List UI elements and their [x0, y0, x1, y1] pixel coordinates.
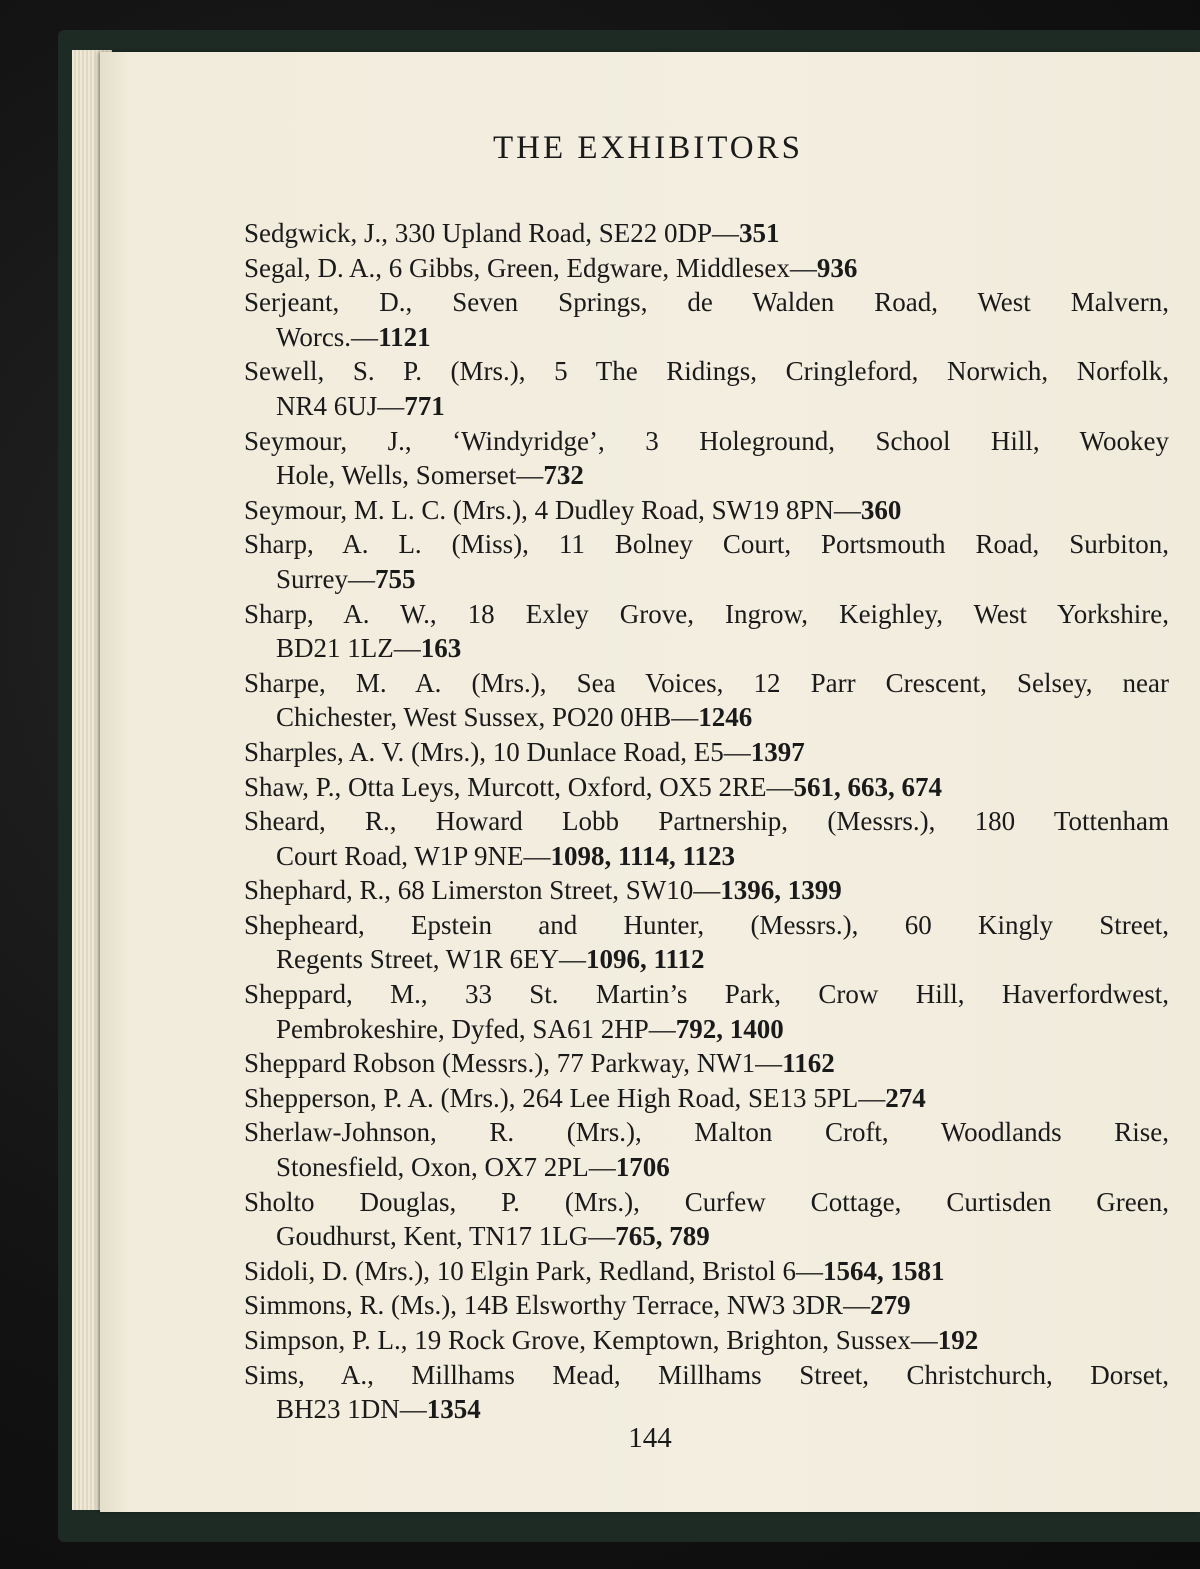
exhibit-numbers: 1396, 1399	[720, 875, 842, 906]
entry-continuation-line	[244, 389, 1169, 424]
entry-continuation-line	[244, 320, 1169, 355]
entry-text: Sheard, R., Howard Lobb Partnership, (Messrs.), 180 Tottenham	[244, 806, 1169, 837]
exhibit-numbers: 1096, 1112	[585, 944, 705, 975]
exhibitor-entry	[244, 977, 1169, 1046]
entry-text: Segal, D. A., 6 Gibbs, Green, Edgware, Middlesex—	[244, 252, 817, 283]
entry-first-line	[244, 1185, 1169, 1220]
exhibit-numbers: 792, 1400	[675, 1013, 784, 1044]
exhibitor-entry	[244, 1323, 1169, 1358]
entry-first-line	[244, 666, 1169, 701]
exhibitor-entry	[244, 1358, 1169, 1427]
entry-first-line	[244, 1288, 1169, 1323]
exhibit-numbers: 274	[885, 1082, 926, 1113]
entry-continuation-line	[244, 458, 1169, 493]
entry-first-line	[244, 354, 1169, 389]
page-number-text: 144	[628, 1422, 672, 1454]
exhibit-numbers: 1564, 1581	[822, 1255, 945, 1286]
entry-text: Seymour, J., ‘Windyridge’, 3 Holeground, School Hill, Wookey	[244, 425, 1169, 456]
exhibitor-entry	[244, 354, 1169, 423]
entry-first-line	[244, 1323, 1169, 1358]
exhibit-numbers: 732	[543, 460, 584, 491]
entry-text: Serjeant, D., Seven Springs, de Walden Road, West Malvern,	[244, 287, 1169, 318]
entry-first-line	[244, 1115, 1169, 1150]
exhibitor-entry	[244, 666, 1169, 735]
entry-first-line	[244, 493, 1169, 528]
exhibit-numbers: 1098, 1114, 1123	[550, 840, 736, 871]
exhibit-numbers: 1397	[750, 736, 805, 767]
entry-text: BH23 1DN—	[276, 1394, 427, 1425]
entry-first-line	[244, 1358, 1169, 1393]
exhibit-numbers: 1162	[782, 1048, 835, 1079]
exhibitor-entry	[244, 908, 1169, 977]
exhibit-numbers: 351	[739, 218, 780, 248]
entry-continuation-line	[244, 1150, 1169, 1185]
entry-continuation-line	[244, 700, 1169, 735]
entry-first-line	[244, 770, 1169, 805]
exhibit-numbers: 755	[374, 563, 416, 594]
entry-text: Sharp, A. W., 18 Exley Grove, Ingrow, Keighley, West Yorkshire,	[244, 598, 1169, 629]
entry-continuation-line	[244, 942, 1169, 977]
entry-text: Sheppard, M., 33 St. Martin’s Park, Crow Hill, Haverfordwest,	[244, 979, 1169, 1010]
entry-first-line	[244, 285, 1169, 320]
exhibitor-entry	[244, 1185, 1169, 1254]
entry-first-line	[244, 1081, 1169, 1116]
entry-text: Shepheard, Epstein and Hunter, (Messrs.), 60 Kingly Street,	[244, 909, 1169, 940]
entry-text: Chichester, West Sussex, PO20 0HB—	[276, 702, 699, 733]
exhibitor-entry	[244, 1046, 1169, 1081]
entry-continuation-line	[244, 1012, 1169, 1047]
exhibitor-entry	[244, 597, 1169, 666]
entry-text: Sholto Douglas, P. (Mrs.), Curfew Cottage, Curtisden Green,	[244, 1186, 1169, 1217]
entry-text: Sharp, A. L. (Miss), 11 Bolney Court, Portsmouth Road, Surbiton,	[244, 529, 1169, 560]
exhibitor-entry	[244, 1081, 1169, 1116]
entry-text: Simpson, P. L., 19 Rock Grove, Kemptown, Brighton, Sussex—	[244, 1325, 938, 1355]
entry-continuation-line	[244, 562, 1169, 597]
entry-first-line	[244, 977, 1169, 1012]
exhibitor-entry	[244, 1254, 1169, 1289]
entry-text: Sheppard Robson (Messrs.), 77 Parkway, NW1—	[244, 1048, 783, 1079]
exhibit-numbers: 1706	[615, 1152, 670, 1183]
exhibit-numbers: 192	[937, 1325, 979, 1355]
entry-continuation-line	[244, 631, 1169, 666]
entry-text: Pembrokeshire, Dyfed, SA61 2HP—	[276, 1013, 676, 1044]
entry-first-line	[244, 873, 1169, 908]
entry-text: Goudhurst, Kent, TN17 1LG—	[276, 1221, 616, 1252]
entry-first-line	[244, 804, 1169, 839]
exhibit-numbers: 561, 663, 674	[793, 771, 942, 802]
entry-first-line	[244, 1046, 1169, 1081]
entry-text: NR4 6UJ—	[276, 390, 405, 421]
entry-first-line	[244, 1254, 1169, 1289]
entry-first-line	[244, 735, 1169, 770]
entry-text: Sims, A., Millhams Mead, Millhams Street, Christchurch, Dorset,	[244, 1359, 1169, 1390]
exhibitor-entry	[244, 735, 1169, 770]
exhibitor-entry	[244, 216, 1169, 251]
exhibit-numbers: 1354	[426, 1394, 481, 1425]
entry-text: Sharpe, M. A. (Mrs.), Sea Voices, 12 Parr Crescent, Selsey, near	[244, 667, 1169, 698]
exhibitor-entry	[244, 1288, 1169, 1323]
exhibitor-entry	[244, 251, 1169, 286]
entry-text: Court Road, W1P 9NE—	[276, 840, 551, 871]
entry-text: Worcs.—	[276, 321, 379, 352]
entry-first-line	[244, 424, 1169, 459]
entry-text: Stonesfield, Oxon, OX7 2PL—	[276, 1152, 616, 1183]
entry-text: Sidoli, D. (Mrs.), 10 Elgin Park, Redland, Bristol 6—	[244, 1255, 823, 1286]
exhibitor-list	[244, 216, 1169, 1427]
book-page	[100, 52, 1200, 1512]
entry-text: Hole, Wells, Somerset—	[276, 460, 544, 491]
exhibitor-entry	[244, 527, 1169, 596]
entry-text: Regents Street, W1R 6EY—	[276, 944, 586, 975]
exhibitor-entry	[244, 770, 1169, 805]
exhibit-numbers: 936	[816, 252, 858, 283]
entry-text: Sherlaw-Johnson, R. (Mrs.), Malton Croft, Woodlands Rise,	[244, 1117, 1169, 1148]
exhibit-numbers: 1246	[698, 702, 753, 733]
exhibitor-entry	[244, 804, 1169, 873]
exhibit-numbers: 360	[860, 494, 902, 525]
page-heading	[100, 130, 1200, 167]
entry-text: Shephard, R., 68 Limerston Street, SW10—	[244, 875, 721, 906]
entry-text: BD21 1LZ—	[276, 633, 421, 664]
entry-text: Shepperson, P. A. (Mrs.), 264 Lee High Road, SE13 5PL—	[244, 1082, 886, 1113]
entry-first-line	[244, 251, 1169, 286]
exhibitor-entry	[244, 424, 1169, 493]
exhibit-numbers: 279	[870, 1290, 911, 1321]
exhibit-numbers: 765, 789	[615, 1221, 710, 1252]
page-number	[100, 1422, 1200, 1455]
entry-text: Sedgwick, J., 330 Upland Road, SE22 0DP—	[244, 218, 739, 248]
entry-text: Sharples, A. V. (Mrs.), 10 Dunlace Road, E5—	[244, 736, 751, 767]
page-heading-text: THE EXHIBITORS	[493, 130, 803, 166]
entry-continuation-line	[244, 1219, 1169, 1254]
exhibitor-entry	[244, 285, 1169, 354]
entry-first-line	[244, 216, 1169, 251]
exhibitor-entry	[244, 493, 1169, 528]
exhibit-numbers: 1121	[378, 321, 431, 352]
exhibit-numbers: 771	[404, 390, 445, 421]
entry-text: Seymour, M. L. C. (Mrs.), 4 Dudley Road, SW19 8PN—	[244, 494, 861, 525]
entry-text: Simmons, R. (Ms.), 14B Elsworthy Terrace, NW3 3DR—	[244, 1290, 871, 1321]
entry-text: Shaw, P., Otta Leys, Murcott, Oxford, OX5 2RE—	[244, 771, 794, 802]
entry-continuation-line	[244, 839, 1169, 874]
entry-first-line	[244, 597, 1169, 632]
exhibitor-entry	[244, 873, 1169, 908]
exhibit-numbers: 163	[420, 633, 462, 664]
exhibitor-entry	[244, 1115, 1169, 1184]
entry-first-line	[244, 527, 1169, 562]
entry-text: Surrey—	[276, 563, 375, 594]
entry-first-line	[244, 908, 1169, 943]
entry-text: Sewell, S. P. (Mrs.), 5 The Ridings, Cringleford, Norwich, Norfolk,	[244, 356, 1169, 387]
